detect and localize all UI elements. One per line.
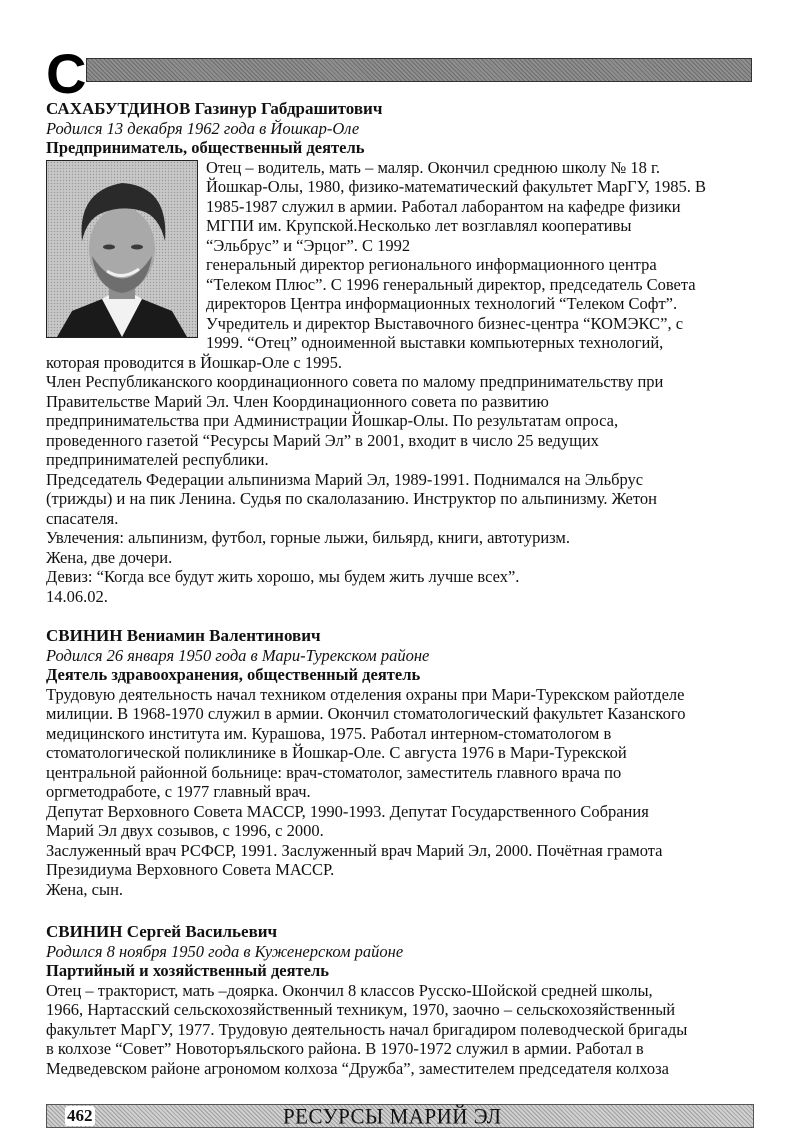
text-line: Заслуженный врач РСФСР, 1991. Заслуженный врач Марий Эл, 2000. Почётная грамота: [46, 840, 663, 860]
text-line: Отец – водитель, мать – маляр. Окончил среднюю школу № 18 г.: [206, 157, 660, 177]
entry-birth: Родился 8 ноября 1950 года в Куженерском районе: [46, 941, 404, 961]
text-line: директоров Центра информационных технологий “Телеком Софт”.: [206, 294, 678, 313]
text-line: факультет МарГУ, 1977. Трудовую деятельность начал бригадиром полеводческой бригады: [46, 1019, 688, 1039]
entry-sakhabutdinov: [46, 99, 756, 606]
bio: [46, 981, 756, 1079]
text-line: медицинского института им. Курашова, 1975. Работал интерном-стоматологом в: [46, 723, 612, 743]
text-line: оргметодработе, с 1977 главный врач.: [46, 782, 311, 801]
text-line: 1966, Нартасский сельскохозяйственный техникум, 1970, заочно – сельскохозяйственный: [46, 1000, 676, 1019]
text-line: в колхозе “Совет” Новоторъяльского района. В 1970-1972 служил в армии. Работал в: [46, 1039, 644, 1058]
text-line: “Эльбрус” и “Эрцог”. С 1992: [206, 235, 411, 255]
text-line: Отец – тракторист, мать –доярка. Окончил 8 классов Русско-Шойской средней школы,: [46, 980, 653, 1000]
text-line: Жена, две дочери.: [46, 547, 173, 567]
entry-svinin-sergey: [46, 922, 756, 1078]
text-line: Председатель Федерации альпинизма Марий Эл, 1989-1991. Поднимался на Эльбрус: [46, 469, 644, 489]
entry-role: Предприниматель, общественный деятель: [46, 138, 365, 157]
text-line: центральной районной больнице: врач-стоматолог, заместитель главного врача по: [46, 762, 622, 782]
text-line: милиции. В 1968-1970 служил в армии. Окончил стоматологический факультет Казанского: [46, 704, 686, 723]
text-line: Йошкар-Олы, 1980, физико-математический факультет МарГУ, 1985. В: [206, 177, 707, 196]
page-number: 462: [67, 1106, 93, 1125]
portrait-image: [47, 161, 197, 337]
text-line: которая проводится в Йошкар-Оле с 1995.: [46, 352, 342, 372]
text-line: Марий Эл двух созывов, с 1996, с 2000.: [46, 821, 324, 840]
entry-date: 14.06.02.: [46, 586, 108, 606]
photo-text-block: [46, 158, 756, 373]
text-line: стоматологической поликлинике в Йошкар-Оле. С августа 1976 в Мари-Турекской: [46, 743, 627, 762]
entry-svinin-veniamin: [46, 626, 756, 899]
text-line: Правительстве Марий Эл. Член Координационного совета по развитию: [46, 391, 549, 411]
text-line: Учредитель и директор Выставочного бизнес-центра “КОМЭКС”, с: [206, 313, 684, 333]
text-line: Жена, сын.: [46, 879, 124, 899]
text-line: Трудовую деятельность начал техником отделения охраны при Мари-Турекском райотделе: [46, 684, 685, 704]
entry-name: САХАБУТДИНОВ Газинур Габдрашитович: [46, 99, 383, 118]
section-letter: С: [46, 42, 87, 105]
portrait-photo: [46, 160, 198, 338]
text-line: “Телеком Плюс”. С 1996 генеральный директор, председатель Совета: [206, 274, 696, 294]
entry-role: Деятель здравоохранения, общественный деятель: [46, 665, 421, 684]
text-line: 1999. “Отец” одноименной выставки компьютерных технологий,: [206, 333, 664, 352]
text-line: 1985-1987 служил в армии. Работал лаборантом на кафедре физики: [206, 196, 681, 216]
text-line: Увлечения: альпинизм, футбол, горные лыжи, бильярд, книги, автотуризм.: [46, 528, 570, 547]
text-line: Член Республиканского координационного совета по малому предпринимательству при: [46, 372, 664, 391]
bio: [46, 685, 756, 900]
entry-birth: Родился 26 января 1950 года в Мари-Турекском районе: [46, 645, 430, 665]
text-line: проведенного газетой “Ресурсы Марий Эл” в 2001, входит в число 25 ведущих: [46, 430, 599, 450]
text-line: Девиз: “Когда все будут жить хорошо, мы будем жить лучше всех”.: [46, 567, 520, 586]
entry-name: СВИНИН Сергей Васильевич: [46, 922, 278, 941]
text-line: Медведевском районе агрономом колхоза “Дружба”, заместителем председателя колхоза: [46, 1058, 669, 1078]
text-line: Президиума Верховного Совета МАССР.: [46, 860, 335, 879]
entry-role: Партийный и хозяйственный деятель: [46, 961, 329, 980]
text-line: МГПИ им. Крупской.Несколько лет возглавлял кооперативы: [206, 216, 632, 235]
text-line: генеральный директор регионального информационного центра: [206, 255, 657, 274]
header-bar: [86, 58, 752, 82]
journal-title: РЕСУРСЫ МАРИЙ ЭЛ: [283, 1103, 502, 1129]
text-line: (трижды) и на пик Ленина. Судья по скалолазанию. Инструктор по альпинизму. Жетон: [46, 489, 657, 508]
entry-name: СВИНИН Вениамин Валентинович: [46, 626, 321, 645]
page-footer: [46, 1104, 754, 1128]
section-header: [46, 42, 752, 105]
text-line: Депутат Верховного Совета МАССР, 1990-1993. Депутат Государственного Собрания: [46, 801, 649, 821]
text-line: предпринимательства при Администрации Йошкар-Олы. По результатам опроса,: [46, 411, 619, 430]
text-line: предпринимателей республики.: [46, 450, 269, 469]
entry-birth: Родился 13 декабря 1962 года в Йошкар-Оле: [46, 118, 360, 138]
text-line: спасателя.: [46, 508, 119, 528]
bio-continued: [46, 372, 756, 606]
